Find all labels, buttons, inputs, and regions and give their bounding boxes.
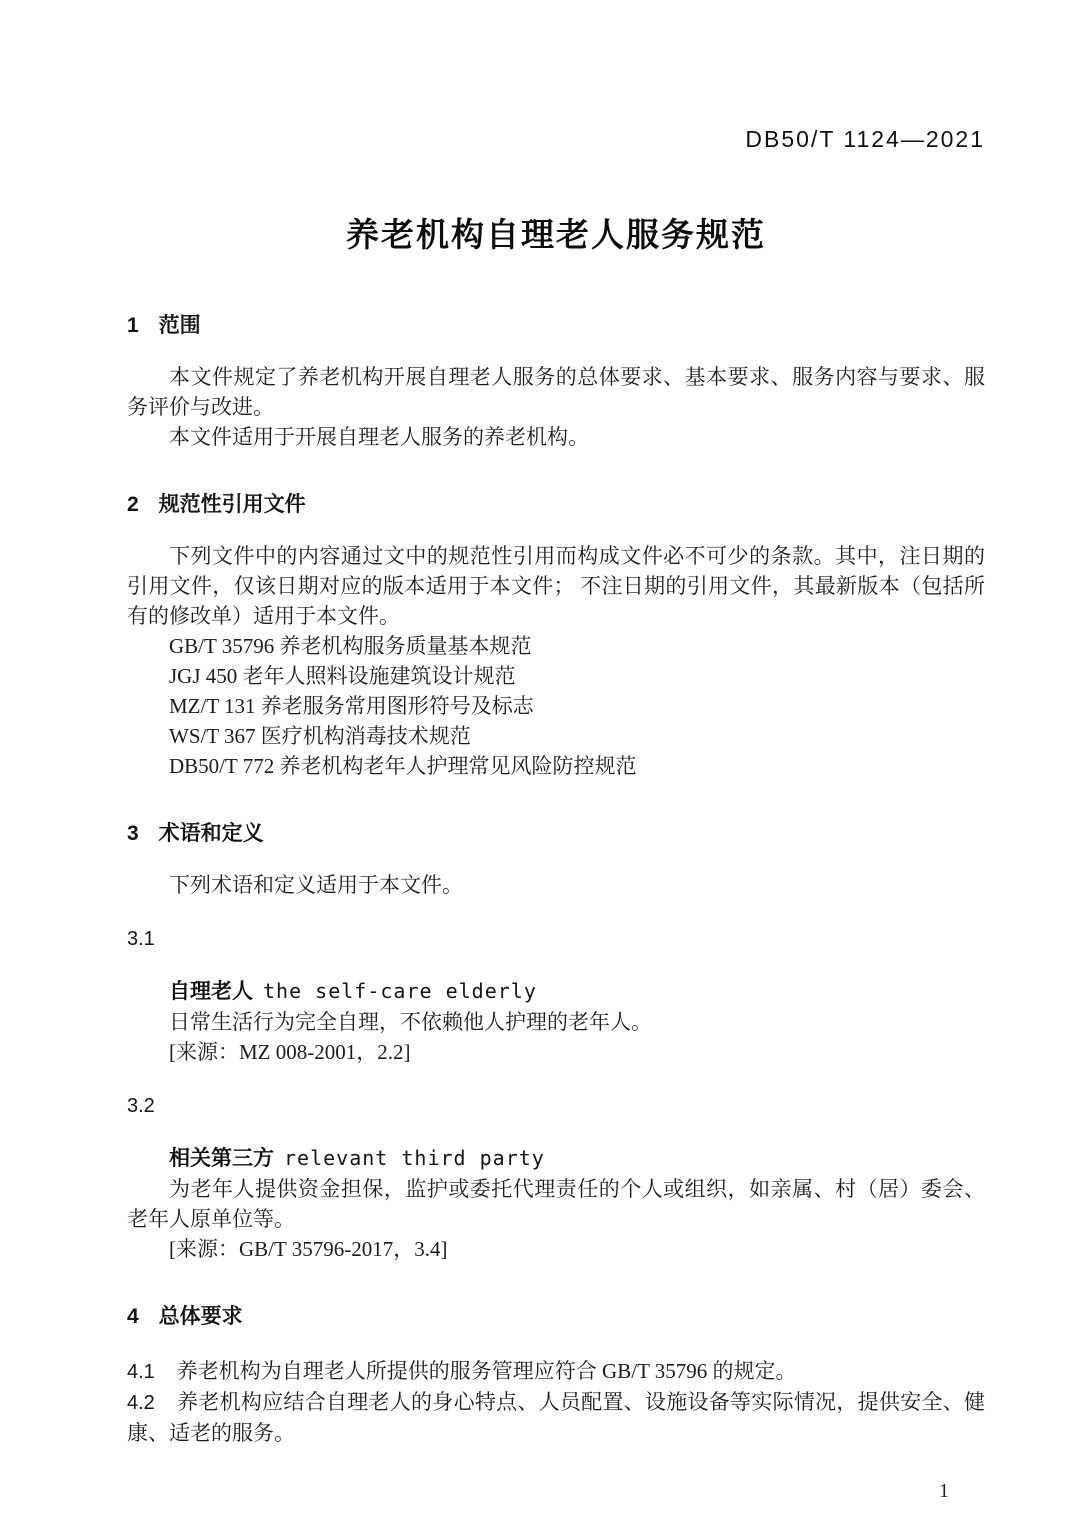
section-3-title: 术语和定义 [158, 822, 264, 845]
clause-4-1 [127, 1356, 985, 1387]
term-2-headword [127, 1143, 985, 1174]
page-number: 1 [939, 1480, 949, 1502]
section-4-title: 总体要求 [158, 1305, 243, 1328]
reference-item: DB50/T 772 养老机构老年人护理常见风险防控规范 [169, 754, 637, 778]
section-2-number: 2 [127, 493, 139, 516]
term-1-headword [127, 976, 985, 1007]
section-1-number: 1 [127, 314, 139, 337]
section-1-paragraph-1: 本文件规定了养老机构开展自理老人服务的总体要求、基本要求、服务内容与要求、服务评价与改进。 [127, 365, 985, 419]
term-2-english: relevant third party [284, 1146, 545, 1170]
section-2-paragraph-1: 下列文件中的内容通过文中的规范性引用而构成文件必不可少的条款。其中，注日期的引用文件，仅该日期对应的版本适用于本文件； 不注日期的引用文件，其最新版本（包括所有的修改单）适用于本文件。 [127, 544, 985, 628]
standard-code: DB50/T 1124—2021 [745, 126, 985, 152]
document-title: 养老机构自理老人服务规范 [346, 216, 766, 253]
clause-4-1-text: 养老机构为自理老人所提供的服务管理应符合 GB/T 35796 的规定。 [176, 1359, 797, 1383]
section-2-heading [127, 492, 985, 518]
section-3-heading [127, 821, 985, 847]
reference-item: GB/T 35796 养老机构服务质量基本规范 [169, 634, 532, 658]
section-2-title: 规范性引用文件 [158, 493, 306, 516]
clause-4-2-number: 4.2 [127, 1392, 155, 1414]
section-1-heading [127, 313, 985, 339]
term-2-chinese: 相关第三方 [169, 1147, 274, 1170]
section-3-number: 3 [127, 822, 139, 845]
section-4-heading [127, 1304, 985, 1330]
term-2-source: [来源：GB/T 35796-2017，3.4] [169, 1237, 448, 1261]
term-1-chinese: 自理老人 [169, 980, 253, 1003]
term-1-english: the self-care elderly [263, 979, 537, 1003]
term-2-number: 3.2 [127, 1095, 155, 1117]
term-1-source: [来源：MZ 008-2001，2.2] [169, 1040, 411, 1064]
term-1-number: 3.1 [127, 928, 155, 950]
reference-item: JGJ 450 老年人照料设施建筑设计规范 [169, 664, 516, 688]
clause-4-2 [127, 1387, 985, 1448]
reference-item: WS/T 367 医疗机构消毒技术规范 [169, 724, 471, 748]
section-1-paragraph-2: 本文件适用于开展自理老人服务的养老机构。 [169, 425, 589, 449]
section-4-number: 4 [127, 1305, 139, 1328]
section-3-intro: 下列术语和定义适用于本文件。 [169, 873, 463, 897]
clause-4-1-number: 4.1 [127, 1361, 155, 1383]
reference-item: MZ/T 131 养老服务常用图形符号及标志 [169, 694, 534, 718]
term-1-definition: 日常生活行为完全自理，不依赖他人护理的老年人。 [169, 1010, 652, 1034]
term-2-definition: 为老年人提供资金担保，监护或委托代理责任的个人或组织，如亲属、村（居）委会、老年人原单位等。 [127, 1177, 985, 1231]
clause-4-2-text: 养老机构应结合自理老人的身心特点、人员配置、设施设备等实际情况，提供安全、健康、适老的服务。 [127, 1390, 985, 1445]
section-1-title: 范围 [158, 314, 201, 337]
